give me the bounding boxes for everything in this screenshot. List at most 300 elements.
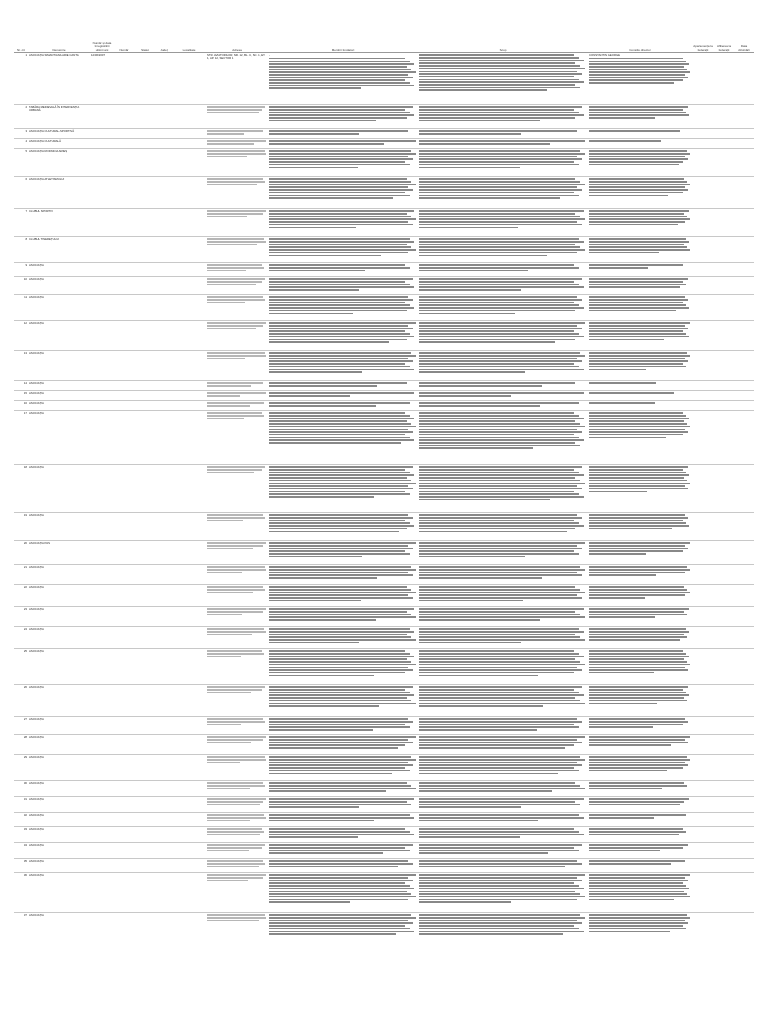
text-line-placeholder [589, 574, 656, 576]
address [206, 465, 268, 513]
federation-affiliation [714, 53, 734, 105]
founding-members [268, 513, 418, 541]
dissolution-date [734, 401, 754, 411]
illegible-text-placeholder [419, 914, 587, 934]
text-line-placeholder [589, 896, 690, 898]
purpose [418, 411, 588, 465]
text-line-placeholder [269, 863, 413, 865]
board-of-directors [588, 391, 692, 401]
founding-members [268, 263, 418, 277]
text-line-placeholder [419, 658, 575, 660]
dissolution-date [734, 585, 754, 607]
text-line-placeholder [419, 689, 574, 691]
text-line-placeholder [269, 302, 405, 304]
locality [172, 411, 206, 465]
text-line-placeholder [589, 267, 648, 269]
text-line-placeholder [419, 140, 585, 142]
federation-membership [692, 53, 714, 105]
row-number [14, 209, 28, 237]
row-number [14, 351, 28, 381]
text-line-placeholder [419, 54, 574, 56]
dissolution-date [734, 685, 754, 717]
text-line-placeholder [207, 798, 266, 800]
text-line-placeholder [269, 782, 407, 784]
illegible-text-placeholder [207, 392, 267, 396]
text-line-placeholder [419, 721, 582, 723]
dissolution-date [734, 237, 754, 263]
purpose [418, 105, 588, 129]
status [134, 541, 156, 565]
table-header-row [14, 38, 754, 53]
illegible-text-placeholder [589, 238, 691, 253]
federation-affiliation [714, 381, 734, 391]
text-line-placeholder [207, 520, 243, 522]
association-name [28, 627, 90, 649]
text-line-placeholder [269, 528, 407, 530]
address [206, 149, 268, 177]
registration-date [90, 685, 114, 717]
text-line-placeholder [419, 336, 584, 338]
text-line-placeholder [419, 525, 584, 527]
county [156, 209, 172, 237]
table-row [14, 139, 754, 149]
text-line-placeholder [419, 726, 579, 728]
illegible-text-placeholder [269, 860, 417, 867]
illegible-text-placeholder [207, 514, 267, 521]
text-line-placeholder [419, 133, 521, 135]
association-name-text: ASOCIAȚIA [29, 716, 44, 721]
text-line-placeholder [269, 914, 411, 916]
address [206, 843, 268, 859]
address [206, 735, 268, 755]
illegible-text-placeholder [269, 382, 417, 386]
county [156, 277, 172, 295]
association-name-text: ASOCIAȚIA ATLETISMULUI [29, 176, 65, 181]
text-line-placeholder [269, 828, 405, 830]
text-line-placeholder [269, 925, 405, 927]
registration-date [90, 129, 114, 139]
illegible-text-placeholder [207, 650, 267, 657]
illegible-text-placeholder [207, 150, 267, 157]
text-line-placeholder [269, 920, 408, 922]
association-name-text: ASOCIAȚIA [29, 872, 44, 877]
text-line-placeholder [419, 694, 584, 696]
purpose [418, 717, 588, 735]
text-line-placeholder [419, 664, 585, 666]
federation-membership [692, 139, 714, 149]
text-line-placeholder [269, 485, 408, 487]
text-line-placeholder [419, 307, 584, 309]
text-line-placeholder [269, 58, 405, 60]
illegible-text-placeholder [589, 178, 691, 196]
text-line-placeholder [419, 922, 582, 924]
row-number [14, 735, 28, 755]
text-line-placeholder [269, 574, 413, 576]
text-line-placeholder [419, 770, 579, 772]
text-line-placeholder [589, 828, 683, 830]
text-line-placeholder [207, 545, 263, 547]
association-name [28, 585, 90, 607]
text-line-placeholder [207, 418, 244, 420]
text-line-placeholder [269, 423, 411, 425]
text-line-placeholder [419, 244, 575, 246]
text-line-placeholder [419, 81, 584, 83]
text-line-placeholder [589, 218, 690, 220]
text-line-placeholder [269, 566, 411, 568]
text-line-placeholder [207, 566, 265, 568]
text-line-placeholder [589, 426, 690, 428]
column-header: Consiliu director [588, 38, 692, 53]
text-line-placeholder [269, 130, 408, 132]
illegible-text-placeholder [207, 402, 267, 406]
text-line-placeholder [589, 466, 688, 468]
purpose [418, 295, 588, 321]
board-of-directors [588, 411, 692, 465]
text-line-placeholder [419, 426, 585, 428]
text-line-placeholder [419, 703, 585, 705]
text-line-placeholder [589, 931, 670, 933]
text-line-placeholder [207, 880, 248, 882]
text-line-placeholder [419, 358, 577, 360]
text-line-placeholder [269, 514, 408, 516]
dissolution-date [734, 541, 754, 565]
locality [172, 351, 206, 381]
table-row [14, 813, 754, 827]
text-line-placeholder [589, 140, 661, 142]
text-line-placeholder [419, 485, 577, 487]
text-line-placeholder [269, 267, 410, 269]
text-line-placeholder [269, 836, 358, 838]
text-line-placeholder [207, 628, 264, 630]
association-name-text: ASOCIAȚIA [29, 262, 44, 267]
illegible-text-placeholder [269, 264, 417, 271]
federation-membership [692, 209, 714, 237]
board-of-directors [588, 627, 692, 649]
text-line-placeholder [419, 186, 577, 188]
illegible-text-placeholder [269, 828, 417, 838]
text-line-placeholder [419, 328, 582, 330]
text-line-placeholder [419, 616, 585, 618]
text-line-placeholder [419, 382, 575, 384]
illegible-text-placeholder [207, 686, 267, 693]
dissolution-date [734, 873, 754, 913]
association-name [28, 797, 90, 813]
illegible-text-placeholder [207, 566, 267, 573]
text-line-placeholder [419, 514, 577, 516]
text-line-placeholder [269, 675, 374, 677]
text-line-placeholder [207, 140, 266, 142]
row-number-text: 5 [25, 148, 27, 153]
association-name-text: ASOCIAȚIA [29, 584, 44, 589]
purpose [418, 627, 588, 649]
text-line-placeholder [589, 817, 654, 819]
table-row [14, 827, 754, 843]
text-line-placeholder [419, 836, 520, 838]
text-line-placeholder [269, 69, 411, 71]
row-number-text: 6 [25, 176, 27, 181]
table-row [14, 263, 754, 277]
text-line-placeholder [269, 429, 408, 431]
text-line-placeholder [589, 762, 685, 764]
text-line-placeholder [269, 922, 413, 924]
row-number [14, 295, 28, 321]
registration-date [90, 735, 114, 755]
federation-membership [692, 797, 714, 813]
federation-membership [692, 649, 714, 685]
board-of-directors [588, 755, 692, 781]
text-line-placeholder [207, 866, 259, 868]
text-line-placeholder [419, 488, 582, 490]
row-number [14, 129, 28, 139]
federation-membership [692, 465, 714, 513]
text-line-placeholder [419, 431, 582, 433]
text-line-placeholder [419, 472, 579, 474]
address [206, 685, 268, 717]
text-line-placeholder [269, 517, 413, 519]
text-line-placeholder [419, 491, 574, 493]
text-line-placeholder [269, 82, 410, 84]
illegible-text-placeholder [419, 566, 587, 578]
association-name-text: ASOCIAȚIA [29, 754, 44, 759]
text-line-placeholder [419, 852, 548, 854]
dissolution-date [734, 411, 754, 465]
text-line-placeholder [269, 672, 405, 674]
registration-date [90, 607, 114, 627]
text-line-placeholder [419, 697, 575, 699]
text-line-placeholder [589, 917, 690, 919]
text-line-placeholder [419, 739, 577, 741]
text-line-placeholder [589, 874, 690, 876]
registration-date [90, 53, 114, 105]
text-line-placeholder [589, 658, 684, 660]
row-number-text: 24 [23, 626, 27, 631]
registration-number [114, 263, 134, 277]
row-number [14, 827, 28, 843]
text-line-placeholder [269, 133, 359, 135]
text-line-placeholder [419, 496, 584, 498]
illegible-text-placeholder [207, 860, 267, 867]
registration-number [114, 913, 134, 943]
illegible-text-placeholder [269, 542, 417, 557]
text-line-placeholder [419, 423, 580, 425]
association-name [28, 755, 90, 781]
founding-members [268, 401, 418, 411]
illegible-text-placeholder [207, 798, 267, 805]
text-line-placeholder [589, 286, 680, 288]
text-line-placeholder [419, 112, 579, 114]
row-number-text: 18 [23, 464, 27, 469]
row-number-text: 34 [23, 842, 27, 847]
text-line-placeholder [269, 718, 408, 720]
text-line-placeholder [269, 814, 410, 816]
text-line-placeholder [589, 653, 686, 655]
registration-date [90, 913, 114, 943]
locality [172, 585, 206, 607]
illegible-text-placeholder [589, 322, 691, 340]
illegible-text-placeholder [589, 542, 691, 554]
purpose [418, 649, 588, 685]
text-line-placeholder [419, 167, 520, 169]
text-line-placeholder [269, 589, 411, 591]
text-line-placeholder [269, 653, 410, 655]
founding-members [268, 277, 418, 295]
text-line-placeholder [207, 156, 247, 158]
text-line-placeholder [419, 705, 543, 707]
text-line-placeholder [419, 572, 577, 574]
board-of-directors [588, 351, 692, 381]
text-line-placeholder [589, 221, 685, 223]
text-line-placeholder [269, 255, 381, 257]
text-line-placeholder [419, 742, 582, 744]
text-line-placeholder [269, 847, 405, 849]
row-number-text: 33 [23, 826, 27, 831]
text-line-placeholder [419, 762, 577, 764]
text-line-placeholder [269, 747, 398, 749]
federation-affiliation [714, 797, 734, 813]
text-line-placeholder [419, 928, 579, 930]
text-line-placeholder [269, 619, 376, 621]
purpose [418, 277, 588, 295]
text-line-placeholder [419, 286, 584, 288]
text-line-placeholder [589, 281, 683, 283]
table-row [14, 129, 754, 139]
text-line-placeholder [419, 586, 575, 588]
text-line-placeholder [269, 628, 410, 630]
founding-members [268, 843, 418, 859]
locality [172, 541, 206, 565]
text-line-placeholder [207, 718, 263, 720]
text-line-placeholder [207, 542, 266, 544]
text-line-placeholder [419, 933, 563, 935]
association-name [28, 913, 90, 943]
text-line-placeholder [589, 69, 687, 71]
text-line-placeholder [419, 499, 550, 501]
table-row [14, 401, 754, 411]
text-line-placeholder [269, 437, 410, 439]
row-number [14, 237, 28, 263]
text-line-placeholder [589, 355, 690, 357]
text-line-placeholder [589, 914, 687, 916]
text-line-placeholder [269, 112, 410, 114]
dissolution-date [734, 797, 754, 813]
text-line-placeholder [589, 764, 688, 766]
text-line-placeholder [419, 278, 582, 280]
text-line-placeholder [589, 66, 684, 68]
text-line-placeholder [419, 153, 585, 155]
table-row [14, 149, 754, 177]
association-name [28, 351, 90, 381]
text-line-placeholder [589, 181, 687, 183]
text-line-placeholder [269, 289, 359, 291]
illegible-text-placeholder [207, 106, 267, 113]
text-line-placeholder [269, 434, 405, 436]
registration-date [90, 627, 114, 649]
text-line-placeholder [419, 672, 574, 674]
federation-membership [692, 295, 714, 321]
registration-date [90, 781, 114, 797]
locality [172, 401, 206, 411]
row-number-text: 10 [23, 276, 27, 281]
text-line-placeholder [269, 700, 411, 702]
association-name [28, 177, 90, 209]
text-line-placeholder [269, 525, 414, 527]
illegible-text-placeholder [419, 860, 587, 867]
text-line-placeholder [269, 611, 407, 613]
locality [172, 813, 206, 827]
illegible-text-placeholder [419, 514, 587, 532]
text-line-placeholder [419, 804, 580, 806]
text-line-placeholder [269, 703, 416, 705]
text-line-placeholder [419, 877, 577, 879]
text-line-placeholder [419, 917, 585, 919]
text-line-placeholder [589, 520, 683, 522]
founding-members [268, 827, 418, 843]
text-line-placeholder [269, 156, 408, 158]
founding-members [268, 813, 418, 827]
text-line-placeholder [589, 893, 687, 895]
illegible-text-placeholder [589, 914, 691, 932]
board-of-directors [588, 541, 692, 565]
federation-membership [692, 541, 714, 565]
purpose [418, 209, 588, 237]
illegible-text-placeholder [207, 736, 267, 743]
illegible-text-placeholder [419, 782, 587, 792]
illegible-text-placeholder [419, 586, 587, 601]
status [134, 585, 156, 607]
table-row [14, 607, 754, 627]
purpose [418, 465, 588, 513]
illegible-text-placeholder [269, 352, 417, 372]
illegible-text-placeholder [269, 628, 417, 643]
board-of-directors [588, 565, 692, 585]
registration-date [90, 149, 114, 177]
text-line-placeholder [269, 642, 359, 644]
dissolution-date [734, 263, 754, 277]
dissolution-date [734, 843, 754, 859]
text-line-placeholder [269, 218, 416, 220]
text-line-placeholder [419, 483, 585, 485]
purpose [418, 607, 588, 627]
text-line-placeholder [419, 636, 580, 638]
text-line-placeholder [419, 863, 582, 865]
row-number [14, 541, 28, 565]
registration-date [90, 177, 114, 209]
federation-affiliation [714, 859, 734, 873]
locality [172, 843, 206, 859]
text-line-placeholder [269, 325, 408, 327]
status [134, 411, 156, 465]
row-number [14, 53, 28, 105]
status [134, 913, 156, 943]
illegible-text-placeholder [419, 608, 587, 620]
status [134, 391, 156, 401]
text-line-placeholder [419, 542, 585, 544]
federation-affiliation [714, 781, 734, 797]
text-line-placeholder [269, 597, 413, 599]
text-line-placeholder [269, 866, 398, 868]
association-name-text: ASOCIAȚIA [29, 400, 44, 405]
text-line-placeholder [207, 831, 264, 833]
text-line-placeholder [269, 313, 353, 315]
federation-affiliation [714, 295, 734, 321]
county [156, 149, 172, 177]
text-line-placeholder [589, 112, 686, 114]
text-line-placeholder [207, 358, 245, 360]
text-line-placeholder [207, 721, 265, 723]
federation-affiliation [714, 237, 734, 263]
text-line-placeholder [589, 339, 664, 341]
purpose [418, 913, 588, 943]
